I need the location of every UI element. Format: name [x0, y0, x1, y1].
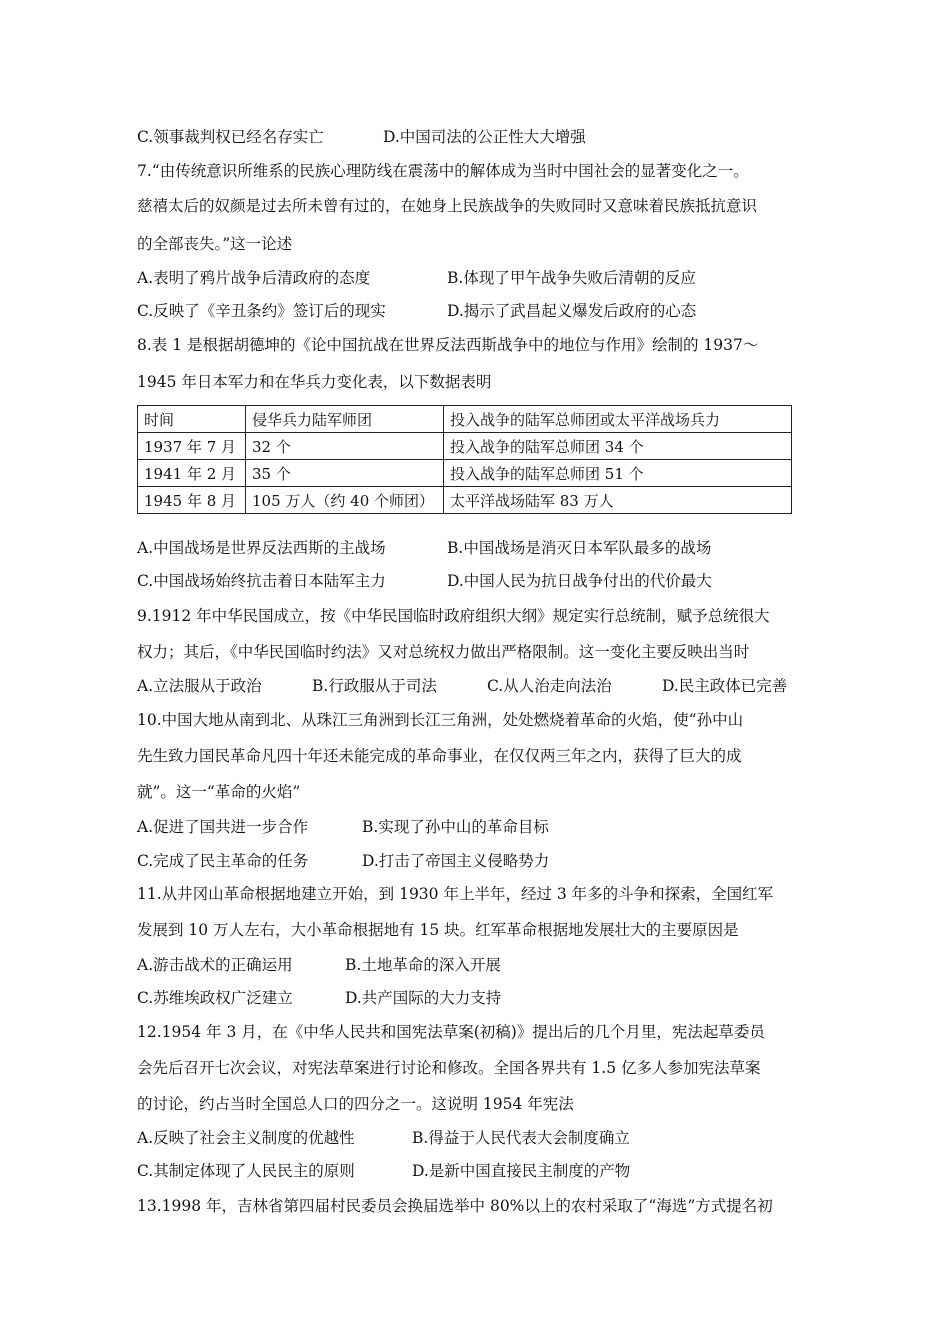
table-cell: 1945 年 8 月 — [138, 487, 246, 514]
table-header-cell: 时间 — [138, 406, 246, 433]
table-header-row — [138, 406, 792, 433]
q11-option-d: D.共产国际的大力支持 — [345, 989, 502, 1007]
q9-option-a: A.立法服从于政治 — [137, 677, 262, 695]
q9-option-c: C.从人治走向法治 — [487, 677, 612, 695]
table-cell: 35 个 — [246, 460, 444, 487]
q9-stem-line-1: 9.1912 年中华民国成立，按《中华民国临时政府组织大纲》规定实行总统制，赋予总统很大 — [137, 607, 770, 625]
q12-option-d: D.是新中国直接民主制度的产物 — [412, 1162, 631, 1180]
q11-option-c: C.苏维埃政权广泛建立 — [137, 989, 293, 1007]
table-cell: 太平洋战场陆军 83 万人 — [444, 487, 792, 514]
q11-option-a: A.游击战术的正确运用 — [137, 956, 293, 974]
q9-option-b: B.行政服从于司法 — [312, 677, 437, 695]
q12-stem-line-3: 的讨论，约占当时全国总人口的四分之一。这说明 1954 年宪法 — [137, 1095, 574, 1113]
q10-option-d: D.打击了帝国主义侵略势力 — [362, 852, 550, 870]
q8-option-b: B.中国战场是消灭日本军队最多的战场 — [447, 539, 712, 557]
q10-option-a: A.促进了国共进一步合作 — [137, 818, 309, 836]
q8-option-d: D.中国人民为抗日战争付出的代价最大 — [447, 572, 712, 590]
q9-stem-line-2: 权力；其后，《中华民国临时约法》又对总统权力做出严格限制。这一变化主要反映出当时 — [137, 643, 750, 661]
q12-stem-line-1: 12.1954 年 3 月，在《中华人民共和国宪法草案(初稿)》提出后的几个月里，宪法起草委员 — [137, 1023, 765, 1041]
q8-stem-line-2: 1945 年日本军力和在华兵力变化表，以下数据表明 — [137, 373, 492, 391]
q8-data-table — [137, 405, 792, 514]
q12-option-c: C.其制定体现了人民民主的原则 — [137, 1162, 355, 1180]
q10-option-c: C.完成了民主革命的任务 — [137, 852, 309, 870]
q9-option-d: D.民主政体已完善 — [662, 677, 788, 695]
q11-stem-line-2: 发展到 10 万人左右，大小革命根据地有 15 块。红军革命根据地发展壮大的主要原因是 — [137, 921, 739, 939]
q8-option-a: A.中国战场是世界反法西斯的主战场 — [137, 539, 386, 557]
q10-stem-line-1: 10.中国大地从南到北、从珠江三角洲到长江三角洲，处处燃烧着革命的火焰，使“孙中山 — [137, 711, 744, 729]
table-header-cell: 投入战争的陆军总师团或太平洋战场兵力 — [444, 406, 792, 433]
q12-stem-line-2: 会先后召开七次会议，对宪法草案进行讨论和修改。全国各界共有 1.5 亿多人参加宪法草案 — [137, 1059, 761, 1077]
table-cell: 1941 年 2 月 — [138, 460, 246, 487]
q7-stem-line-2: 慈禧太后的奴颜是过去所未曾有过的，在她身上民族战争的失败同时又意味着民族抵抗意识 — [137, 197, 758, 215]
table-cell: 105 万人（约 40 个师团） — [246, 487, 444, 514]
table-cell: 1937 年 7 月 — [138, 433, 246, 460]
q6-option-c: C.领事裁判权已经名存实亡 — [137, 128, 324, 146]
q10-option-b: B.实现了孙中山的革命目标 — [362, 818, 549, 836]
table-header-cell: 侵华兵力陆军师团 — [246, 406, 444, 433]
q13-stem-line-1: 13.1998 年，吉林省第四届村民委员会换届选举中 80%以上的农村采取了“海选”方式提名初 — [137, 1197, 773, 1215]
q7-option-a: A.表明了鸦片战争后清政府的态度 — [137, 269, 371, 287]
q10-stem-line-2: 先生致力国民革命凡四十年还未能完成的革命事业，在仅仅两三年之内，获得了巨大的成 — [137, 747, 742, 765]
table-row — [138, 487, 792, 514]
q7-stem-line-1: 7.“由传统意识所维系的民族心理防线在震荡中的解体成为当时中国社会的显著变化之一。 — [137, 162, 749, 180]
q7-option-d: D.揭示了武昌起义爆发后政府的心态 — [447, 302, 697, 320]
table-row — [138, 460, 792, 487]
q12-option-b: B.得益于人民代表大会制度确立 — [412, 1129, 630, 1147]
q12-option-a: A.反映了社会主义制度的优越性 — [137, 1129, 355, 1147]
q8-option-c: C.中国战场始终抗击着日本陆军主力 — [137, 572, 386, 590]
q6-option-d: D.中国司法的公正性大大增强 — [383, 128, 586, 146]
q11-option-b: B.土地革命的深入开展 — [345, 956, 501, 974]
q7-option-c: C.反映了《辛丑条约》签订后的现实 — [137, 302, 386, 320]
q8-stem-line-1: 8.表 1 是根据胡德坤的《论中国抗战在世界反法西斯战争中的地位与作用》绘制的 1937～ — [137, 336, 759, 354]
table-cell: 投入战争的陆军总师团 51 个 — [444, 460, 792, 487]
q7-stem-line-3: 的全部丧失。”这一论述 — [137, 235, 293, 253]
q7-option-b: B.体现了甲午战争失败后清朝的反应 — [447, 269, 696, 287]
table-row — [138, 433, 792, 460]
q10-stem-line-3: 就”。这一“革命的火焰” — [137, 783, 301, 801]
q11-stem-line-1: 11.从井冈山革命根据地建立开始，到 1930 年上半年，经过 3 年多的斗争和探索，全国红军 — [137, 885, 774, 903]
table-cell: 投入战争的陆军总师团 34 个 — [444, 433, 792, 460]
table-cell: 32 个 — [246, 433, 444, 460]
